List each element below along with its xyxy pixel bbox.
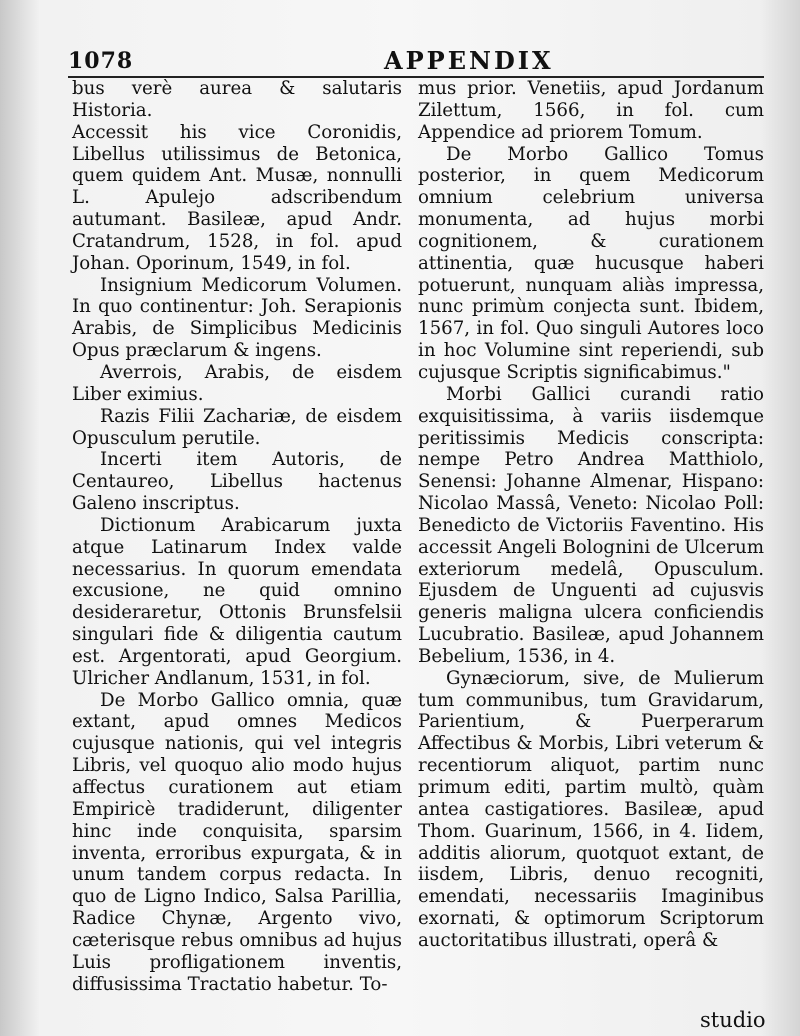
paragraph: De Morbo Gallico omnia, quæ extant, apud omnes Medicos cujusque nationis, qui vel integris Libris, vel quoquo alio modo hujus affectus curationem aut etiam Empiricè tradiderunt, diligenter hinc inde conquisita, sparsim inventa, erroribus expurgata, & in unum tandem corpus redacta. In quo de Ligno Indico, Salsa Parillia, Radice Chynæ, Argento vivo, cæterisque rebus omnibus ad hujus Luis profligationem inventis, diffusissima Tractatio habetur. To-	[72, 689, 402, 995]
paragraph: Dictionum Arabicarum juxta atque Latinarum Index valde necessarius. In quorum emendata excusione, ne quid omnino desideraretur, Ottonis Brunsfelsii singulari fide & diligentia cautum est. Argentorati, apud Georgium. Ulricher Andlanum, 1531, in fol.	[72, 514, 402, 689]
running-title: APPENDIX	[384, 46, 554, 75]
paragraph: Accessit his vice Coronidis, Libellus utilissimus de Betonica, quem quidem Ant. Musæ, nonnulli L. Apulejo adscribendum autumant. Basileæ, apud Andr. Cratandrum, 1528, in fol. apud Johan. Oporinum, 1549, in fol.	[72, 121, 402, 274]
paragraph: Razis Filii Zachariæ, de eisdem Opusculum perutile.	[72, 405, 402, 449]
right-column	[418, 78, 764, 952]
paragraph: bus verè aurea & salutaris Historia.	[72, 78, 402, 121]
page-number: 1078	[68, 48, 134, 74]
catchword: studio	[700, 1008, 766, 1032]
paragraph: Morbi Gallici curandi ratio exquisitissima, à variis iisdemque peritissimis Medicis conscripta: nempe Petro Andrea Matthiolo, Senensi: Johanne Almenar, Hispano: Nicolao Massâ, Veneto: Nicolao Poll: Benedicto de Victoriis Faventino. His accessit Angeli Bolognini de Ulcerum exteriorum medelâ, Opusculum. Ejusdem de Unguenti ad cujusvis generis maligna ulcera conficiendis Lucubratio. Basileæ, apud Johannem Bebelium, 1536, in 4.	[418, 383, 764, 667]
paragraph: mus prior. Venetiis, apud Jordanum Zilettum, 1566, in fol. cum Appendice ad priorem Tomum.	[418, 78, 764, 143]
paragraph: De Morbo Gallico Tomus posterior, in quem Medicorum omnium celebrium universa monumenta, ad hujus morbi cognitionem, & curationem attinentia, quæ hucusque haberi potuerunt, nunquam aliàs impressa, nunc primùm conjecta sunt. Ibidem, 1567, in fol. Quo singuli Autores loco in hoc Volumine sint reperiendi, sub cujusque Scriptis significabimus."	[418, 143, 764, 383]
paragraph: Insignium Medicorum Volumen. In quo continentur: Joh. Serapionis Arabis, de Simplicibus Medicinis Opus præclarum & ingens.	[72, 274, 402, 362]
paragraph: Gynæciorum, sive, de Mulierum tum communibus, tum Gravidarum, Parientium, & Puerperarum Affectibus & Morbis, Libri veterum & recentiorum aliquot, partim nunc primum editi, partim multò, quàm antea castigatiores. Basileæ, apud Thom. Guarinum, 1566, in 4. Iidem, additis aliorum, quotquot extant, de iisdem, Libris, denuo recogniti, emendati, necessariis Imaginibus exornati, & optimorum Scriptorum auctoritatibus illustrati, operâ &	[418, 667, 764, 951]
paragraph: Averrois, Arabis, de eisdem Liber eximius.	[72, 361, 402, 405]
paragraph: Incerti item Autoris, de Centaureo, Libellus hactenus Galeno inscriptus.	[72, 449, 402, 515]
page-header	[68, 42, 764, 76]
left-column	[72, 78, 402, 995]
